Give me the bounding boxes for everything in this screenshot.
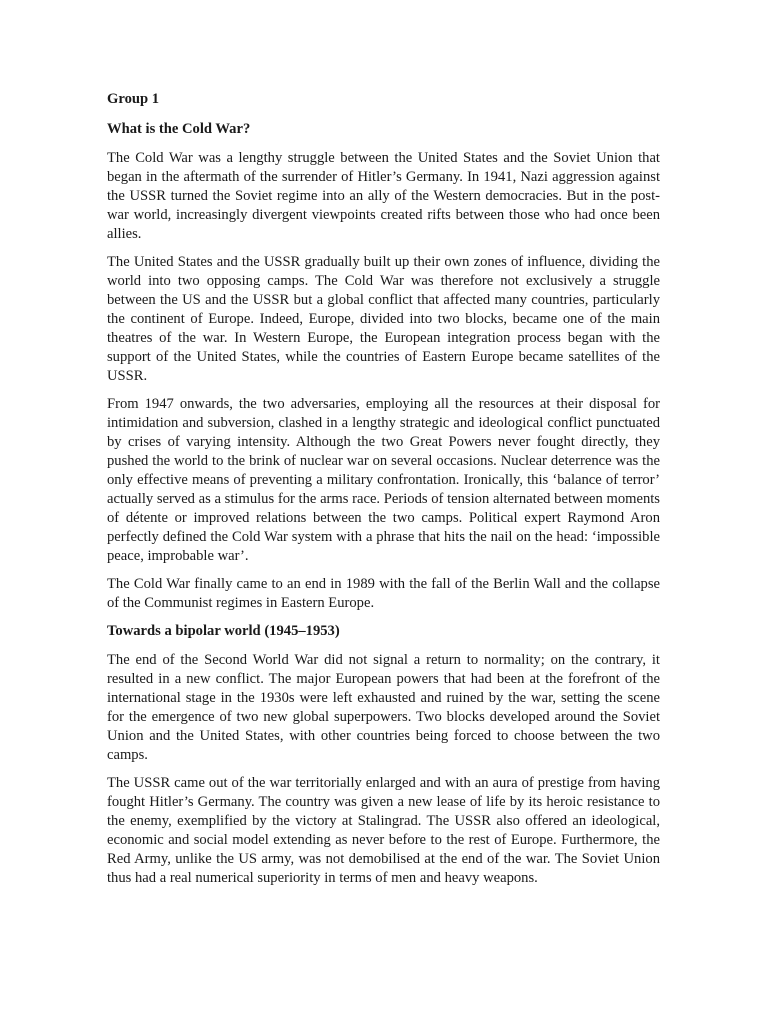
document-page: [107, 90, 660, 897]
paragraph: From 1947 onwards, the two adversaries, employing all the resources at their disposal for intimidation and subversion, clashed in a lengthy strategic and ideological conflict punctuated by crises of varying intensity. Although the two Great Powers never fought directly, they pushed the world to the brink of nuclear war on several occasions. Nuclear deterrence was the only effective means of preventing a military confrontation. Ironically, this ‘balance of terror’ actually served as a stimulus for the arms race. Periods of tension alternated between moments of détente or improved relations between the two camps. Political expert Raymond Aron perfectly defined the Cold War system with a phrase that hits the nail on the head: ‘impossible peace, improbable war’.: [107, 396, 660, 564]
section-title-bipolar-world: Towards a bipolar world (1945–1953): [107, 623, 340, 639]
paragraph: The Cold War was a lengthy struggle between the United States and the Soviet Union that began in the aftermath of the surrender of Hitler’s Germany. In 1941, Nazi aggression against the USSR turned the Soviet regime into an ally of the Western democracies. But in the post-war world, increasingly divergent viewpoints created rifts between those who had once been allies.: [107, 150, 660, 242]
paragraph: The end of the Second World War did not signal a return to normality; on the contrary, it resulted in a new conflict. The major European powers that had been at the forefront of the international stage in the 1930s were left exhausted and ruined by the war, setting the scene for the emergence of two new global superpowers. Two blocks developed around the Soviet Union and the United States, with other countries being forced to choose between the two camps.: [107, 652, 660, 763]
paragraph: The Cold War finally came to an end in 1989 with the fall of the Berlin Wall and the collapse of the Communist regimes in Eastern Europe.: [107, 576, 660, 611]
paragraph: The United States and the USSR gradually built up their own zones of influence, dividing the world into two opposing camps. The Cold War was therefore not exclusively a struggle between the US and the USSR but a global conflict that affected many countries, particularly the continent of Europe. Indeed, Europe, divided into two blocks, became one of the main theatres of the war. In Western Europe, the European integration process began with the support of the United States, while the countries of Eastern Europe became satellites of the USSR.: [107, 254, 660, 384]
section-title-cold-war: What is the Cold War?: [107, 121, 251, 137]
paragraph: The USSR came out of the war territorially enlarged and with an aura of prestige from having fought Hitler’s Germany. The country was given a new lease of life by its heroic resistance to the enemy, exemplified by the victory at Stalingrad. The USSR also offered an ideological, economic and social model extending as never before to the rest of Europe. Furthermore, the Red Army, unlike the US army, was not demobilised at the end of the war. The Soviet Union thus had a real numerical superiority in terms of men and heavy weapons.: [107, 775, 660, 886]
group-title: Group 1: [107, 91, 160, 107]
